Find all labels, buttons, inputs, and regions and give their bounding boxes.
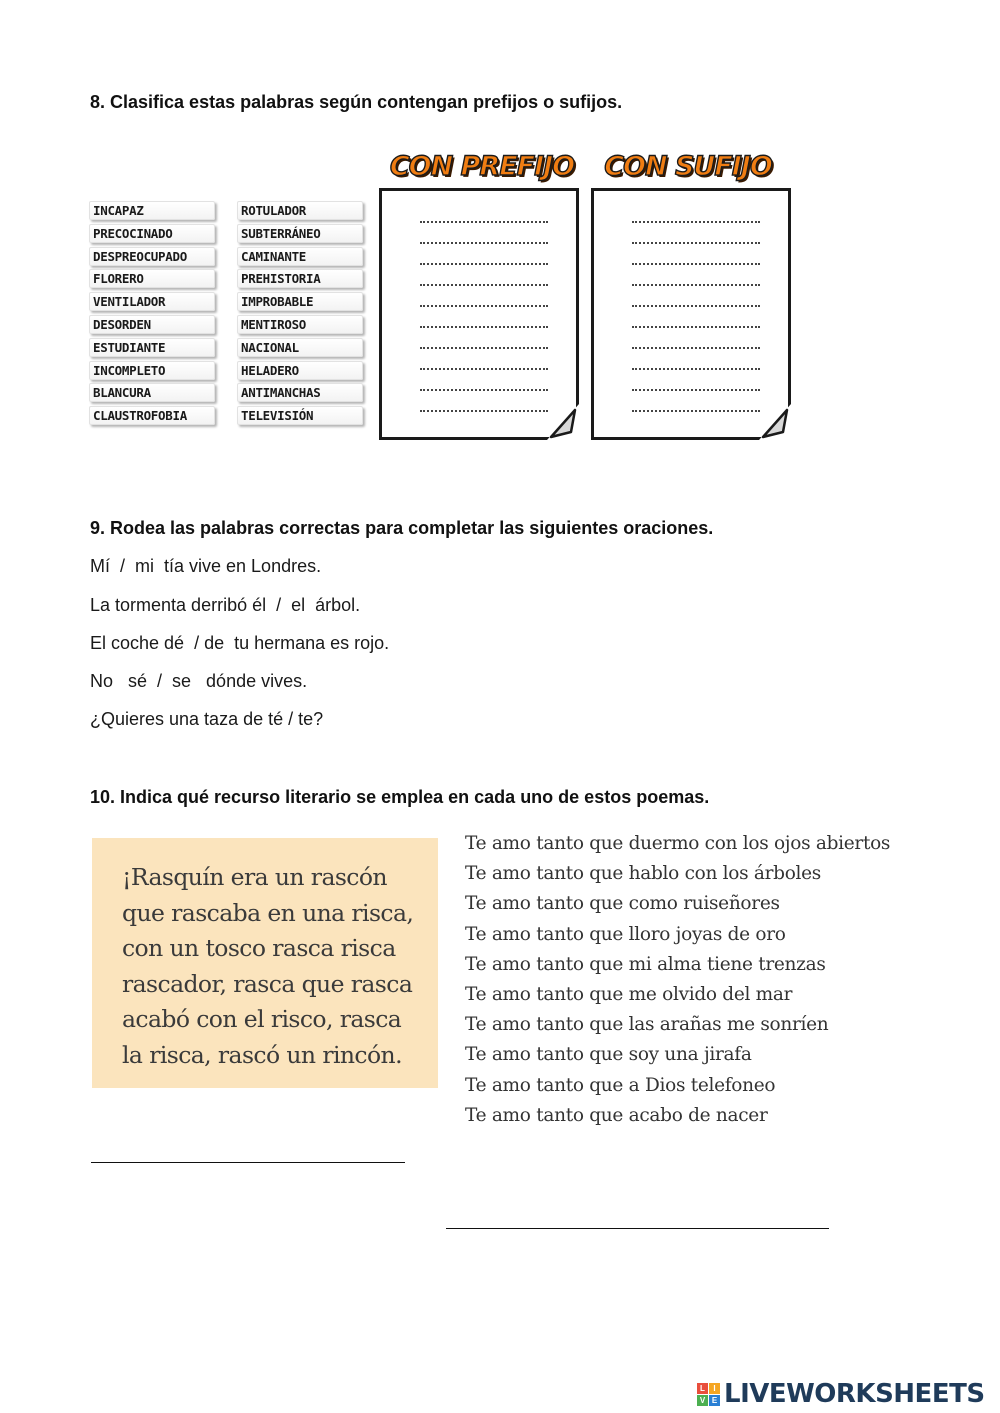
answer-slot[interactable] [632, 389, 760, 391]
poem-line: Te amo tanto que lloro joyas de oro [465, 923, 786, 945]
answer-slot[interactable] [420, 284, 548, 286]
answer-slot[interactable] [632, 347, 760, 349]
folded-corner-icon [759, 404, 791, 440]
poem-line: con un tosco rasca risca [122, 934, 396, 962]
word-card[interactable]: NACIONAL [237, 338, 363, 357]
word-card[interactable]: ANTIMANCHAS [237, 383, 363, 402]
poem-line: acabó con el risco, rasca [122, 1005, 402, 1033]
sentence-5[interactable]: ¿Quieres una taza de té / te? [90, 709, 324, 729]
word-card[interactable]: HELADERO [237, 361, 363, 380]
answer-slot[interactable] [632, 305, 760, 307]
answer-slot[interactable] [632, 326, 760, 328]
poem-line: Te amo tanto que como ruiseñores [465, 893, 780, 915]
logo-mark-icon [697, 1383, 720, 1406]
word-card[interactable]: TELEVISIÓN [237, 406, 363, 425]
question-9-title: 9. Rodea las palabras correctas para completar las siguientes oraciones. [90, 518, 714, 538]
answer-slot[interactable] [632, 410, 760, 412]
poem-line: que rascaba en una risca, [122, 898, 414, 927]
sentence-1[interactable]: Mí / mi tía vive en Londres. [90, 556, 322, 576]
poem-line: Te amo tanto que me olvido del mar [465, 984, 793, 1006]
word-card[interactable]: DESPREOCUPADO [89, 247, 215, 266]
poem-line: ¡Rasquín era un rascón [122, 863, 387, 891]
answer-slot[interactable] [632, 242, 760, 244]
word-card[interactable]: MENTIROSO [237, 315, 363, 334]
answer-slot[interactable] [420, 221, 548, 223]
prefix-header: CON PREFIJO [389, 151, 575, 182]
answer-line-right[interactable] [446, 1228, 829, 1229]
word-card[interactable]: INCOMPLETO [89, 361, 215, 380]
logo-mark-letter: E [709, 1395, 720, 1406]
word-list-left [89, 201, 215, 429]
word-card[interactable]: BLANCURA [89, 383, 215, 402]
answer-slot[interactable] [420, 389, 548, 391]
poem-right [465, 829, 935, 1131]
poem-line: rascador, rasca que rasca [122, 969, 413, 998]
poem-line: Te amo tanto que mi alma tiene trenzas [465, 953, 826, 975]
sentence-4[interactable]: No sé / se dónde vives. [90, 671, 308, 691]
answer-slot[interactable] [632, 263, 760, 265]
liveworksheets-logo [697, 1378, 985, 1410]
word-card[interactable]: CAMINANTE [237, 247, 363, 266]
word-card[interactable]: CLAUSTROFOBIA [89, 406, 215, 425]
answer-line-left[interactable] [91, 1162, 405, 1163]
word-card[interactable]: VENTILADOR [89, 292, 215, 311]
word-card[interactable]: ROTULADOR [237, 201, 363, 220]
prefix-drop-zone[interactable] [379, 188, 579, 440]
sentence-3[interactable]: El coche dé / de tu hermana es rojo. [90, 633, 390, 653]
answer-slot[interactable] [632, 368, 760, 370]
word-list-right [237, 201, 363, 429]
poem-line: Te amo tanto que soy una jirafa [465, 1044, 752, 1066]
poem-line: Te amo tanto que hablo con los árboles [465, 863, 821, 885]
suffix-header: CON SUFIJO [604, 151, 772, 182]
answer-slot[interactable] [632, 221, 760, 223]
answer-slot[interactable] [420, 263, 548, 265]
answer-slot[interactable] [420, 305, 548, 307]
logo-mark-letter: V [697, 1395, 708, 1406]
word-card[interactable]: DESORDEN [89, 315, 215, 334]
answer-slot[interactable] [420, 242, 548, 244]
poem-line: Te amo tanto que acabo de nacer [465, 1104, 768, 1126]
question-8-title: 8. Clasifica estas palabras según contengan prefijos o sufijos. [90, 92, 623, 112]
word-card[interactable]: ESTUDIANTE [89, 338, 215, 357]
answer-slot[interactable] [420, 410, 548, 412]
word-card[interactable]: SUBTERRÁNEO [237, 224, 363, 243]
logo-mark-letter: I [709, 1383, 720, 1394]
folded-corner-icon [547, 404, 579, 440]
answer-slot[interactable] [420, 368, 548, 370]
suffix-drop-zone[interactable] [591, 188, 791, 440]
answer-slot[interactable] [420, 326, 548, 328]
word-card[interactable]: FLORERO [89, 269, 215, 288]
poem-line: Te amo tanto que las arañas me sonríen [465, 1014, 829, 1036]
poem-left-box [92, 838, 438, 1088]
question-10-title: 10. Indica qué recurso literario se emplea en cada uno de estos poemas. [90, 787, 710, 807]
logo-mark-letter: L [697, 1383, 708, 1394]
poem-line: la risca, rascó un rincón. [122, 1040, 402, 1069]
answer-slot[interactable] [632, 284, 760, 286]
word-card[interactable]: PRECOCINADO [89, 224, 215, 243]
sentence-2[interactable]: La tormenta derribó él / el árbol. [90, 595, 361, 615]
logo-text: LIVEWORKSHEETS [724, 1379, 985, 1409]
poem-line: Te amo tanto que a Dios telefoneo [465, 1074, 776, 1096]
poem-line: Te amo tanto que duermo con los ojos abiertos [465, 833, 891, 854]
word-card[interactable]: PREHISTORIA [237, 269, 363, 288]
answer-slot[interactable] [420, 347, 548, 349]
word-card[interactable]: INCAPAZ [89, 201, 215, 220]
word-card[interactable]: IMPROBABLE [237, 292, 363, 311]
